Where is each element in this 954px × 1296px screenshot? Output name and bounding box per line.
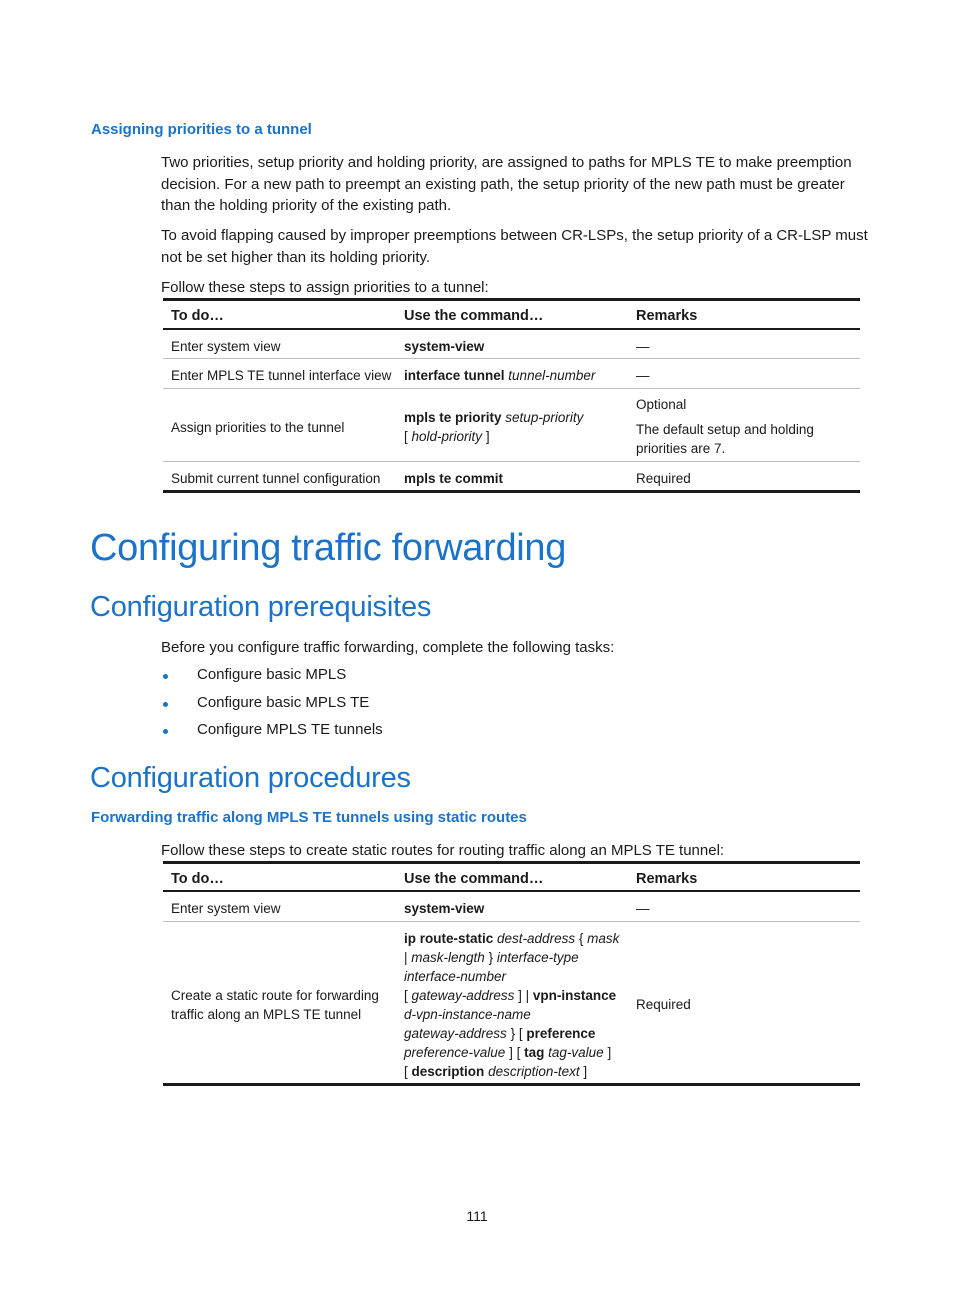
table-header-rule [163, 328, 860, 330]
table-top-rule [163, 861, 860, 864]
table-header-command: Use the command… [404, 871, 544, 887]
table-cell-command: system-view [404, 901, 485, 916]
table-bottom-rule [163, 1083, 860, 1086]
table-cell-todo: Enter system view [171, 339, 281, 354]
bullet-icon [163, 674, 168, 679]
row-divider [163, 358, 860, 359]
page-number: 111 [466, 1208, 488, 1224]
table-header-rule [163, 890, 860, 892]
table-intro: Follow these steps to create static routes for routing traffic along an MPLS TE tunnel: [161, 842, 725, 859]
table-cell-remarks: Optional The default setup and holding priorities are 7. [636, 397, 814, 456]
table-cell-remarks: — [636, 368, 650, 383]
paragraph-flapping: To avoid flapping caused by improper preemptions between CR-LSPs, the setup priority of a CR-LSP must not be set higher than its holding priority. [161, 227, 868, 266]
chapter-title: Configuring traffic forwarding [90, 527, 567, 569]
table-cell-remarks: — [636, 901, 650, 916]
row-divider [163, 461, 860, 462]
row-divider [163, 921, 860, 922]
procedures-heading: Configuration procedures [90, 762, 411, 794]
table-cell-command: ip route-static dest-address { mask | mask-length } interface-type interface-number [ gateway-address ] | vpn-instance d-vpn-instance-name gateway-address } [ preference preference-value ] [ tag tag-value ] [ description description-text ] [404, 931, 620, 1079]
table-cell-todo: Submit current tunnel configuration [171, 471, 381, 486]
table-header-todo: To do… [171, 308, 224, 324]
procedures-subheading: Forwarding traffic along MPLS TE tunnels using static routes [91, 809, 527, 826]
table-cell-todo: Enter system view [171, 901, 281, 916]
table-header-todo: To do… [171, 871, 224, 887]
table-cell-command: mpls te priority setup-priority [ hold-priority ] [404, 410, 584, 444]
row-divider [163, 388, 860, 389]
table-cell-todo: Assign priorities to the tunnel [171, 420, 345, 435]
table-cell-command: interface tunnel tunnel-number [404, 368, 596, 383]
prereq-heading: Configuration prerequisites [90, 591, 432, 623]
table-cell-todo: Enter MPLS TE tunnel interface view [171, 368, 392, 383]
list-item: Configure basic MPLS TE [197, 694, 370, 711]
section-heading: Assigning priorities to a tunnel [91, 121, 312, 138]
table-top-rule [163, 298, 860, 301]
table-cell-command: system-view [404, 339, 485, 354]
table-bottom-rule [163, 490, 860, 493]
table-header-remarks: Remarks [636, 871, 698, 887]
table-header-remarks: Remarks [636, 308, 698, 324]
table-header-command: Use the command… [404, 308, 544, 324]
table-cell-command: mpls te commit [404, 471, 504, 486]
table-cell-remarks: — [636, 339, 650, 354]
table-cell-remarks: Required [636, 471, 691, 486]
table-intro: Follow these steps to assign priorities to a tunnel: [161, 279, 489, 296]
paragraph-preemption: Two priorities, setup priority and holding priority, are assigned to paths for MPLS TE to make preemption decision. For a new path to preempt an existing path, the setup priority of the new path must be greater than the holding priority of the existing path. [161, 154, 852, 214]
bullet-icon [163, 702, 168, 707]
list-item: Configure basic MPLS [197, 666, 347, 683]
table-cell-remarks: Required [636, 997, 691, 1012]
bullet-icon [163, 729, 168, 734]
table-cell-todo: Create a static route for forwarding traffic along an MPLS TE tunnel [171, 988, 379, 1022]
prereq-intro: Before you configure traffic forwarding, complete the following tasks: [161, 639, 615, 656]
list-item: Configure MPLS TE tunnels [197, 721, 383, 738]
